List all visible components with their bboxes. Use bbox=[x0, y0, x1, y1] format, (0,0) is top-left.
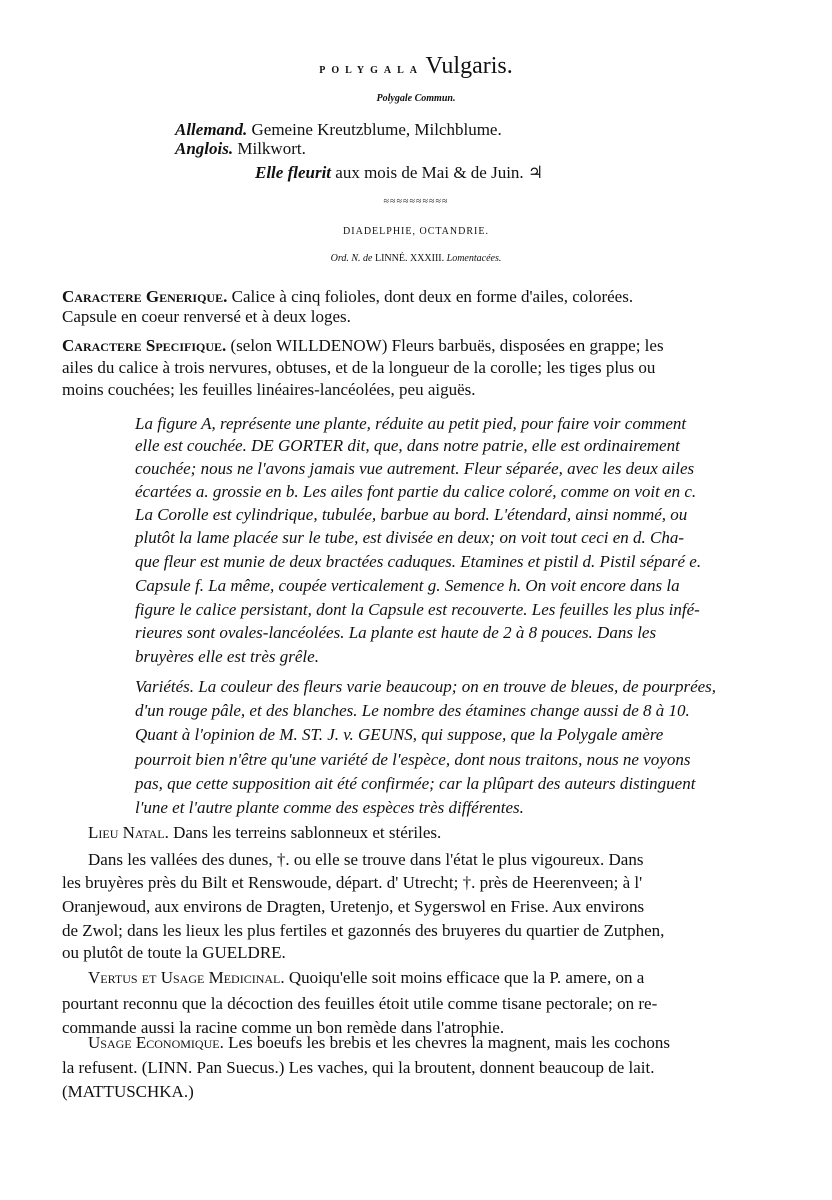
specific-text-1: (selon WILLDENOW) Fleurs barbuës, disposées en grappe; les bbox=[230, 336, 664, 355]
vertus-label: Vertus et Usage Medicinal. bbox=[88, 968, 285, 987]
figure-line: Capsule f. La même, coupée verticalement g. Semence h. On voit encore dans la bbox=[135, 576, 680, 595]
varietes-line: pas, que cette supposition ait été confirmée; car la plûpart des auteurs distinguent bbox=[135, 774, 696, 793]
german-name-line bbox=[175, 120, 502, 140]
vertus-line: pourtant reconnu que la décoction des feuilles étoit utile comme tisane pectorale; on re- bbox=[62, 994, 658, 1013]
figure-line: rieures sont ovales-lancéolées. La plante est haute de 2 à 8 pouces. Dans les bbox=[135, 623, 657, 642]
order-line bbox=[0, 249, 832, 269]
german-names: Gemeine Kreutzblume, Milchblume. bbox=[251, 120, 502, 139]
generic-text-1: Calice à cinq folioles, dont deux en forme d'ailes, colorées. bbox=[231, 287, 634, 306]
specific-label: Caractere Specifique. bbox=[62, 336, 227, 355]
order-family: Lomentacées. bbox=[446, 253, 502, 264]
flowering-prefix: Elle fleurit bbox=[255, 163, 332, 182]
figure-line: figure le calice persistant, dont la Capsule est recouverte. Les feuilles les plus infé- bbox=[135, 600, 700, 619]
figure-line: La figure A, représente une plante, réduite au petit pied, pour faire voir comment bbox=[135, 414, 687, 433]
usage-line-1 bbox=[88, 1033, 670, 1053]
figure-line: couchée; nous ne l'avons jamais vue autrement. Fleur séparée, avec les deux ailes bbox=[135, 459, 695, 478]
order-prefix: Ord. N. de bbox=[330, 253, 373, 264]
figure-line: bruyères elle est très grêle. bbox=[135, 647, 319, 666]
english-label: Anglois. bbox=[175, 139, 234, 158]
vertus-line: commande aussi la racine comme un bon remède dans l'atrophie. bbox=[62, 1018, 505, 1037]
order-number: XXXIII. bbox=[409, 253, 445, 264]
varietes-line: Variétés. La couleur des fleurs varie beaucoup; on en trouve de bleues, de pourprées, bbox=[135, 677, 717, 696]
figure-line: elle est couchée. DE GORTER dit, que, dans notre patrie, elle est ordinairement bbox=[135, 436, 680, 455]
english-name-line bbox=[175, 139, 306, 159]
varietes-line: pourroit bien n'être qu'une variété de l'espèce, dont nous traitons, nous ne voyons bbox=[135, 750, 691, 769]
varietes-line: Quant à l'opinion de M. ST. J. v. GEUNS, qui suppose, que la Polygale amère bbox=[135, 725, 664, 744]
usage-line: la refusent. (LINN. Pan Suecus.) Les vaches, qui la broutent, donnent beaucoup de lait. bbox=[62, 1058, 655, 1077]
species-name: Vulgaris. bbox=[425, 53, 513, 79]
flowering-text: aux mois de Mai & de Juin. ♃ bbox=[335, 163, 544, 182]
lieu-line: Dans les vallées des dunes, †. ou elle se trouve dans l'état le plus vigoureux. Dans bbox=[88, 850, 644, 869]
genus-name: POLYGALA bbox=[319, 65, 424, 76]
varietes-line: l'une et l'autre plante comme des espèces très différentes. bbox=[135, 798, 524, 817]
usage-label: Usage Economique. bbox=[88, 1033, 224, 1052]
figure-line: plutôt la lame placée sur le tube, est divisée en deux; on voit tout ceci en d. Cha- bbox=[135, 528, 685, 547]
lieu-line: les bruyères près du Bilt et Renswoude, départ. d' Utrecht; †. près de Heerenveen; à l' bbox=[62, 873, 643, 892]
common-name: Polygale Commun. bbox=[376, 93, 456, 104]
lieu-line-1 bbox=[88, 823, 441, 843]
title-line bbox=[0, 50, 832, 87]
lieu-line: Oranjewoud, aux environs de Dragten, Uretenjo, et Sygerswol en Frise. Aux environs bbox=[62, 897, 645, 916]
flowering-line bbox=[255, 163, 543, 183]
ornament-divider: ≈≈≈≈≈≈≈≈≈≈ bbox=[383, 196, 449, 207]
specific-line-3: moins couchées; les feuilles linéaires-lancéolées, peu aiguës. bbox=[62, 380, 476, 399]
order-author: LINNÉ. bbox=[374, 253, 408, 264]
lieu-label: Lieu Natal. bbox=[88, 823, 169, 842]
generic-label: Caractere Generique. bbox=[62, 287, 228, 306]
lieu-line: ou plutôt de toute la GUELDRE. bbox=[62, 943, 286, 962]
lieu-line: de Zwol; dans les lieux les plus fertiles et gazonnés des bruyeres du quartier de Zutphen, bbox=[62, 921, 665, 940]
usage-first: Les boeufs les brebis et les chevres la magnent, mais les cochons bbox=[228, 1033, 670, 1052]
specific-line-1 bbox=[62, 336, 664, 356]
english-names: Milkwort. bbox=[237, 139, 306, 158]
figure-line: La Corolle est cylindrique, tubulée, barbue au bord. L'étendard, ainsi nommé, ou bbox=[135, 505, 688, 524]
figure-line: que fleur est munie de deux bractées caduques. Etamines et pistil d. Pistil séparé e. bbox=[135, 552, 702, 571]
generic-line-2: Capsule en coeur renversé et à deux loges. bbox=[62, 307, 351, 326]
varietes-line: d'un rouge pâle, et des blanches. Le nombre des étamines change aussi de 8 à 10. bbox=[135, 701, 690, 720]
usage-line: (MATTUSCHKA.) bbox=[62, 1082, 194, 1101]
specific-line-2: ailes du calice à trois nervures, obtuses, et de la longueur de la corolle; les tiges plus ou bbox=[62, 358, 656, 377]
vertus-first: Quoiqu'elle soit moins efficace que la P. amere, on a bbox=[288, 968, 645, 987]
generic-line-1 bbox=[62, 287, 633, 307]
german-label: Allemand. bbox=[175, 120, 248, 139]
vertus-line-1 bbox=[88, 968, 644, 988]
figure-line: écartées a. grossie en b. Les ailes font partie du calice coloré, comme on voit en c. bbox=[135, 482, 697, 501]
lieu-first: Dans les terreins sablonneux et stériles. bbox=[173, 823, 442, 842]
classification: DIADELPHIE, OCTANDRIE. bbox=[343, 226, 489, 237]
